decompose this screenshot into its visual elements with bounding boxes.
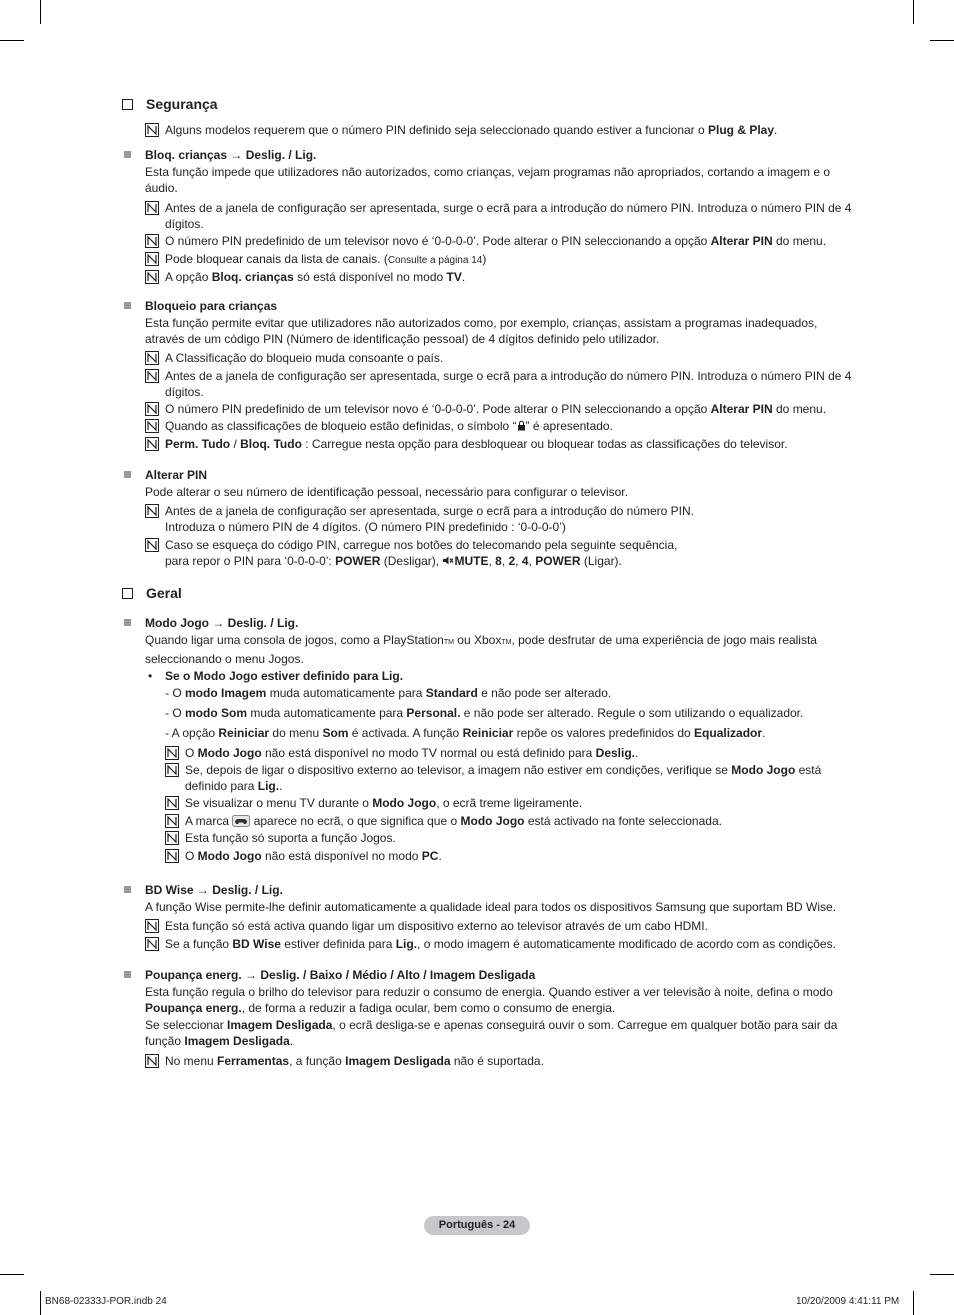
note: O número PIN predefinido de um televisor novo é ‘0-0-0-0’. Pode alterar o PIN seleccionando a opção Alterar PIN do menu. [145,233,857,249]
note: Alguns modelos requerem que o número PIN definido seja seleccionado quando estiver a funcionar o Plug & Play. [145,122,857,138]
subheading-bloqueio: Bloqueio para crianças [145,299,278,313]
note-icon [145,937,159,951]
note: Pode bloquear canais da lista de canais. (Consulte a página 14) [145,251,857,269]
crop-mark [40,1291,41,1315]
paragraph: Se seleccionar Imagem Desligada, o ecrã desliga-se e apenas conseguirá ouvir o som. Carregue em qualquer botão para sair da função Imagem Desligada. [145,1018,838,1048]
print-date: 10/20/2009 4:41:11 PM [796,1296,900,1307]
note-icon [145,234,159,248]
note: A Classificação do bloqueio muda consoante o país. [145,350,857,366]
gamepad-icon [232,815,250,827]
note-icon [165,849,179,863]
subheading-alterar-pin: Alterar PIN [145,468,208,482]
crop-mark [0,1274,24,1275]
note-icon [165,831,179,845]
note-icon [165,796,179,810]
section-heading-seguranca: Segurança [122,96,218,112]
note: Antes de a janela de configuração ser apresentada, surge o ecrã para a introdução do número PIN. Introduza o número PIN de 4 dígitos. [145,368,857,400]
paragraph: Esta função regula o brilho do televisor para reduzir o consumo de energia. Quando estiver a ver televisão à noite, defina o modo Poupança energ., de forma a reduzir a fadiga ocular, bem como o consumo de energia. [145,985,833,1015]
subheading-poupanca: Poupança energ. → Deslig. / Baixo / Médio / Alto / Imagem Desligada [145,968,536,982]
crop-mark [930,40,954,41]
crop-mark [0,40,24,41]
note-icon [145,123,159,137]
note-icon [145,252,159,266]
note-icon [145,369,159,383]
note: O Modo Jogo não está disponível no modo PC. [165,848,857,864]
subheading-bd-wise: BD Wise → Deslig. / Lig. [145,883,283,897]
note: Esta função só suporta a função Jogos. [165,830,857,846]
crop-mark [913,0,914,24]
note-icon [145,270,159,284]
note: A opção Bloq. crianças só está disponível no modo TV. [145,269,857,285]
dash-item: - O modo Imagem muda automaticamente para Standard e não pode ser alterado. [165,686,612,700]
note-icon [145,919,159,933]
note: No menu Ferramentas, a função Imagem Desligada não é suportada. [145,1053,857,1069]
square-bullet-icon [124,471,131,478]
paragraph: Esta função impede que utilizadores não autorizados, como crianças, vejam programas não apropriados, cortando a imagem e o áudio. [145,165,831,195]
note-icon [165,746,179,760]
note-icon [165,814,179,828]
dash-item: - A opção Reiniciar do menu Som é activada. A função Reiniciar repõe os valores predefinidos do Equalizador. [165,726,766,740]
note: Antes de a janela de configuração ser apresentada, surge o ecrã para a introdução do número PIN. [145,503,857,519]
note: Perm. Tudo / Bloq. Tudo : Carregue nesta opção para desbloquear ou bloquear todas as classificações do televisor. [145,436,857,452]
note: Quando as classificações de bloqueio estão definidas, o símbolo “ ” é apresentado. [145,418,857,434]
note-icon [145,351,159,365]
square-bullet-icon [124,302,131,309]
note-icon [145,201,159,215]
subheading-modo-jogo: Modo Jogo → Deslig. / Lig. [145,616,299,630]
file-slug: BN68-02333J-POR.indb 24 [45,1296,167,1307]
square-bullet-icon [124,886,131,893]
subheading-bloq: Bloq. crianças → Deslig. / Lig. [145,148,317,162]
section-heading-geral: Geral [122,585,182,601]
mute-icon [442,555,454,566]
note: O Modo Jogo não está disponível no modo TV normal ou está definido para Deslig.. [165,745,857,761]
note: Caso se esqueça do código PIN, carregue nos botões do telecomando pela seguinte sequência, [145,537,857,553]
note: O número PIN predefinido de um televisor novo é ‘0-0-0-0’. Pode alterar o PIN seleccionando a opção Alterar PIN do menu. [145,401,857,417]
square-bullet-icon [124,151,131,158]
note-icon [145,1054,159,1068]
dash-item: - O modo Som muda automaticamente para Personal. e não pode ser alterado. Regule o som utilizando o equalizador. [165,706,804,720]
checkbox-square-icon [122,99,133,110]
note: Se a função BD Wise estiver definida para Lig., o modo imagem é automaticamente modificado de acordo com as condições. [145,936,857,952]
note-continuation: Introduza o número PIN de 4 dígitos. (O número PIN predefinido : ‘0-0-0-0’) [165,520,566,534]
note: Antes de a janela de configuração ser apresentada, surge o ecrã para a introdução do número PIN. Introduza o número PIN de 4 dígitos. [145,200,857,232]
bullet-heading: Se o Modo Jogo estiver definido para Lig. [165,669,404,683]
note: Esta função só está activa quando ligar um dispositivo externo ao televisor através de um cabo HDMI. [145,918,857,934]
square-bullet-icon [124,971,131,978]
note: Se, depois de ligar o dispositivo externo ao televisor, a imagem não estiver em condições, verifique se Modo Jogo está definido para Lig.. [165,762,857,794]
note-icon [145,419,159,433]
paragraph: Pode alterar o seu número de identificação pessoal, necessário para configurar o televisor. [145,485,628,499]
note-icon [145,504,159,518]
note-icon [145,538,159,552]
note-continuation: para repor o PIN para ‘0-0-0-0’: POWER (Desligar), MUTE, 8, 2, 4, POWER (Ligar). [165,554,622,568]
paragraph: A função Wise permite-lhe definir automaticamente a qualidade ideal para todos os dispositivos Samsung que suportam BD Wise. [145,900,837,914]
note: Se visualizar o menu TV durante o Modo Jogo, o ecrã treme ligeiramente. [165,795,857,811]
lock-icon [517,420,526,431]
bullet-dot: • [148,669,153,683]
paragraph: Esta função permite evitar que utilizadores não autorizados como, por exemplo, crianças, assistam a programas inadequados, através de um código PIN (Número de identificação pessoal) de 4 dígitos definido pelo utilizador. [145,316,818,346]
paragraph: Quando ligar uma consola de jogos, como a PlayStationTM ou XboxTM, pode desfrutar de uma experiência de jogo mais realista seleccionando o menu Jogos. [145,633,817,666]
checkbox-square-icon [122,588,133,599]
page-number-badge: Português - 24 [424,1216,530,1235]
crop-mark [930,1274,954,1275]
note-icon [145,437,159,451]
note-icon [145,402,159,416]
note: A marca aparece no ecrã, o que significa que o Modo Jogo está activado na fonte seleccionada. [165,813,857,829]
note-icon [165,763,179,777]
crop-mark [40,0,41,24]
crop-mark [913,1291,914,1315]
square-bullet-icon [124,619,131,626]
